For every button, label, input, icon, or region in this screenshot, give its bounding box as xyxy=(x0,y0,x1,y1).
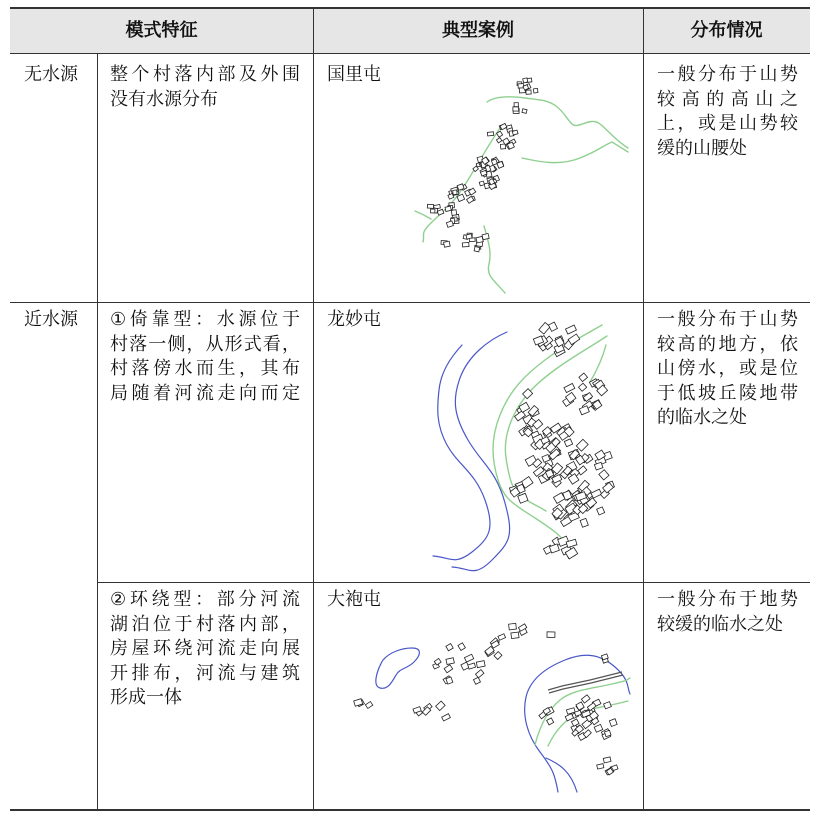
distribution-description xyxy=(657,308,798,431)
map-dapaotun xyxy=(314,583,642,808)
distribution-line: 较高的地方，依 xyxy=(657,333,798,355)
building xyxy=(444,665,453,673)
building xyxy=(458,643,466,651)
building xyxy=(473,677,480,684)
building xyxy=(446,658,454,665)
feature-line: 湖泊位于村落内部， xyxy=(110,613,300,635)
building xyxy=(476,661,485,668)
building xyxy=(579,406,589,415)
building xyxy=(522,109,527,114)
main-road-line xyxy=(548,672,622,690)
feature-line: 开排布，河流与建筑 xyxy=(110,662,300,684)
building xyxy=(436,701,446,710)
building xyxy=(547,718,554,725)
feature-line: ②环绕型：部分河流 xyxy=(110,589,300,610)
group-label-near-water: 近水源 xyxy=(24,309,78,330)
building xyxy=(446,221,453,228)
case-name: 大袍屯 xyxy=(327,589,381,610)
building xyxy=(609,719,617,727)
distribution-line: 缓的山腰处 xyxy=(657,137,747,159)
road-line xyxy=(590,345,606,382)
building xyxy=(566,325,577,334)
building xyxy=(487,132,493,136)
buildings-layer xyxy=(354,623,618,775)
header-features: 模式特征 xyxy=(125,20,198,41)
building xyxy=(523,78,528,83)
building xyxy=(533,88,538,93)
building xyxy=(604,702,612,709)
building xyxy=(427,204,433,208)
building xyxy=(599,470,609,480)
feature-line: 整个村落内部及外围 xyxy=(110,64,300,85)
feature-line: 村落一侧，从形式看， xyxy=(110,333,300,355)
river-line xyxy=(452,332,510,571)
building xyxy=(564,383,575,392)
building xyxy=(475,670,483,678)
building xyxy=(453,190,457,195)
building xyxy=(445,206,451,211)
building xyxy=(604,730,611,736)
building xyxy=(464,654,473,662)
building xyxy=(548,322,557,331)
building xyxy=(442,714,451,721)
distribution-description xyxy=(657,588,798,637)
table-column-rule xyxy=(643,9,644,809)
building xyxy=(594,724,603,732)
building xyxy=(431,209,435,213)
group-label-no-water: 无水源 xyxy=(24,64,78,85)
building xyxy=(579,373,588,382)
building xyxy=(466,234,472,239)
feature-line: 局随着河流走向而定 xyxy=(110,382,300,404)
building xyxy=(578,383,586,391)
feature-line: 形成一体 xyxy=(110,687,182,708)
building xyxy=(603,757,611,763)
feature-line: 房屋环绕河流走向展 xyxy=(110,638,300,659)
building xyxy=(594,462,603,470)
map-longmiaotun xyxy=(314,303,642,581)
building xyxy=(437,209,444,215)
building xyxy=(539,322,550,334)
building xyxy=(549,544,559,553)
feature-line: 村落傍水而生，其布 xyxy=(110,358,300,379)
building xyxy=(576,439,588,451)
building xyxy=(511,632,519,639)
building xyxy=(494,652,502,660)
feature-description xyxy=(110,588,300,711)
feature-description xyxy=(110,308,300,406)
building xyxy=(498,634,506,640)
feature-description xyxy=(110,63,300,112)
building xyxy=(597,764,604,769)
distribution-line: 较高的高山之 xyxy=(657,88,798,110)
distribution-line: 一般分布于山势 xyxy=(657,309,798,330)
building xyxy=(514,103,518,107)
building xyxy=(479,181,484,186)
feature-line: 没有水源分布 xyxy=(110,88,218,110)
building xyxy=(496,138,501,143)
table-column-rule xyxy=(97,54,98,809)
distribution-line: 上，或是山势较 xyxy=(657,113,798,134)
building xyxy=(581,695,590,703)
building xyxy=(580,518,588,527)
road-line xyxy=(415,211,431,219)
distribution-line: 一般分布于山势 xyxy=(657,64,798,85)
road-line xyxy=(522,142,628,163)
feature-line: ①倚靠型：水源位于 xyxy=(110,309,300,330)
river-line xyxy=(546,758,577,792)
building xyxy=(482,233,489,239)
building xyxy=(576,702,584,710)
distribution-line: 一般分布于地势 xyxy=(657,589,798,610)
case-name: 国里屯 xyxy=(327,64,381,85)
building xyxy=(513,107,519,111)
table-bottom-rule xyxy=(10,809,810,811)
distribution-line: 山傍水，或是位 xyxy=(657,358,798,379)
building xyxy=(571,719,579,726)
header-distribution: 分布情况 xyxy=(690,20,763,41)
buildings-layer xyxy=(427,78,538,252)
building xyxy=(468,663,476,669)
map-guolitun xyxy=(314,54,642,301)
distribution-line: 于低坡丘陵地带 xyxy=(657,382,798,404)
river-line xyxy=(433,345,490,560)
distribution-line: 较缓的临水之处 xyxy=(657,613,783,635)
header-cases: 典型案例 xyxy=(442,20,514,41)
building xyxy=(564,439,572,447)
building xyxy=(597,507,605,515)
building xyxy=(446,644,453,651)
distribution-line: 的临水之处 xyxy=(657,407,747,428)
building xyxy=(526,90,531,94)
building xyxy=(451,210,456,216)
building xyxy=(491,159,497,165)
building xyxy=(444,241,451,247)
distribution-description xyxy=(657,63,798,161)
buildings-layer xyxy=(509,322,614,559)
building xyxy=(474,247,480,252)
building xyxy=(512,130,518,135)
lake-outline xyxy=(376,648,420,688)
building xyxy=(448,194,454,200)
building xyxy=(509,623,517,630)
building xyxy=(365,702,372,709)
building xyxy=(462,242,469,246)
building xyxy=(547,632,555,638)
case-name: 龙妙屯 xyxy=(327,309,381,330)
building xyxy=(591,489,602,498)
